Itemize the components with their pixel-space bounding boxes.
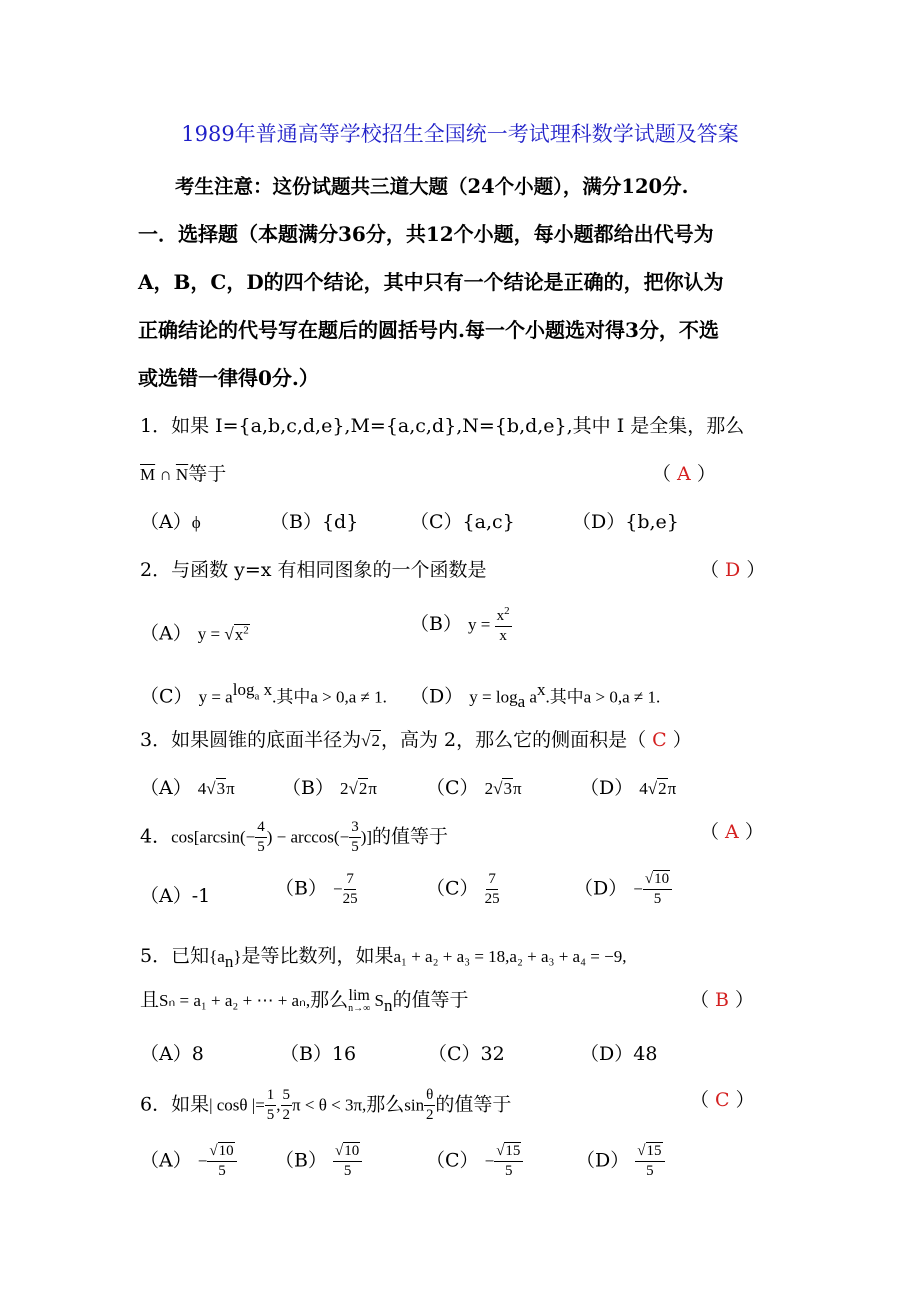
- section-intro-line-2: A，B，C，D的四个结论，其中只有一个结论是正确的，把你认为: [138, 270, 724, 294]
- q1-answer-bracket: （ A ）: [652, 463, 716, 485]
- q6-stem: 6．如果| cosθ |= $\frac{1}{5}$ , $\frac{5}{2}$ π < θ < 3π,那么sin $\frac{\theta}{2}$ 的值等于: [140, 1087, 512, 1123]
- q4-option-b: （B） − $\frac{7}{25}$: [275, 871, 358, 907]
- q4-option-c: （C） $\frac{7}{25}$: [426, 871, 500, 907]
- q1-option-a: （A）ϕ: [140, 511, 201, 533]
- q5-stem-line-2: 且Sₙ = a₁ + a₂ + ⋯ + aₙ,那么 lim n→∞ $S_n$的值等于: [140, 987, 469, 1015]
- q3-option-b: （B） 2√2π: [282, 777, 377, 799]
- q3-option-c: （C） 2√3π: [426, 777, 522, 799]
- q2-answer-bracket: （ D ）: [700, 559, 766, 581]
- q2-option-b: （B） y = $\frac{x^2}{x}$: [410, 605, 510, 644]
- q4-option-a: （A）-1: [140, 885, 211, 907]
- q3-answer: C: [652, 729, 667, 751]
- q5-stem: 5．已知$\{a_n\}$是等比数列，如果a₁ + a₂ + a₃ = 18,a₂ + a₃ + a₄ = −9,: [140, 945, 627, 971]
- q3-option-d: （D） 4√2π: [580, 777, 677, 799]
- q5-option-a: （A）8: [140, 1043, 204, 1065]
- q1-expression: $\overline{M}$ ∩ $\overline{N}$等于: [140, 463, 227, 485]
- q1-answer: A: [677, 463, 691, 485]
- section-intro-line-3: 正确结论的代号写在题后的圆括号内.每一个小题选对得3分，不选: [138, 318, 719, 342]
- q2-answer: D: [725, 559, 741, 581]
- section-intro-line-1: 一．选择题（本题满分36分，共12个小题，每小题都给出代号为: [138, 222, 714, 246]
- q3-stem: 3．如果圆锥的底面半径为√2，高为 2，那么它的侧面积是（ C ）: [140, 729, 692, 751]
- q6-option-d: （D） $\frac{√15}{5}$: [576, 1144, 665, 1179]
- q3-option-a: （A） 4√3π: [140, 777, 235, 799]
- q5-answer-bracket: （ B ）: [690, 989, 755, 1011]
- exam-notice: 考生注意：这份试题共三道大题（24个小题），满分120分.: [175, 175, 689, 198]
- q5-option-c: （C）32: [428, 1043, 505, 1065]
- q6-option-c: （C） − $\frac{√15}{5}$: [426, 1144, 523, 1179]
- q5-answer: B: [715, 989, 730, 1011]
- q1-option-d: （D）{b,e}: [572, 511, 679, 533]
- page-title: 1989年普通高等学校招生全国统一考试理科数学试题及答案: [181, 122, 739, 146]
- q6-option-a: （A） − $\frac{√10}{5}$: [140, 1144, 237, 1179]
- q1-option-c: （C）{a,c}: [410, 511, 515, 533]
- section-intro-line-4: 或选错一律得0分.）: [138, 366, 319, 390]
- q6-option-b: （B） $\frac{√10}{5}$: [275, 1144, 362, 1179]
- q1-option-b: （B）{d}: [270, 511, 359, 533]
- q6-answer-bracket: （ C ）: [690, 1089, 755, 1111]
- q2-stem: 2．与函数 y=x 有相同图象的一个函数是: [140, 559, 487, 581]
- q4-option-d: （D） − $\frac{√10}{5}$: [574, 872, 672, 907]
- q5-option-b: （B）16: [280, 1043, 357, 1065]
- q4-answer-bracket: （ A ）: [700, 821, 764, 843]
- q2-option-d: （D） $y = \log_a a^x$.其中a > 0,a ≠ 1.: [410, 680, 661, 712]
- q4-answer: A: [725, 821, 739, 843]
- q5-option-d: （D）48: [580, 1043, 658, 1065]
- q4-stem: 4．cos[arcsin(− $\frac{4}{5}$ ) − arccos(− $\frac{3}{5}$ )]的值等于: [140, 819, 449, 855]
- q2-option-a: （A） $y = √x^2$: [140, 622, 249, 645]
- q2-option-c: （C） $y = a^{log_a x}$.其中a > 0,a ≠ 1.: [140, 680, 387, 708]
- q1-stem: 1．如果 I={a,b,c,d,e},M={a,c,d},N={b,d,e},其中 I 是全集，那么: [140, 415, 745, 437]
- q6-answer: C: [715, 1089, 730, 1111]
